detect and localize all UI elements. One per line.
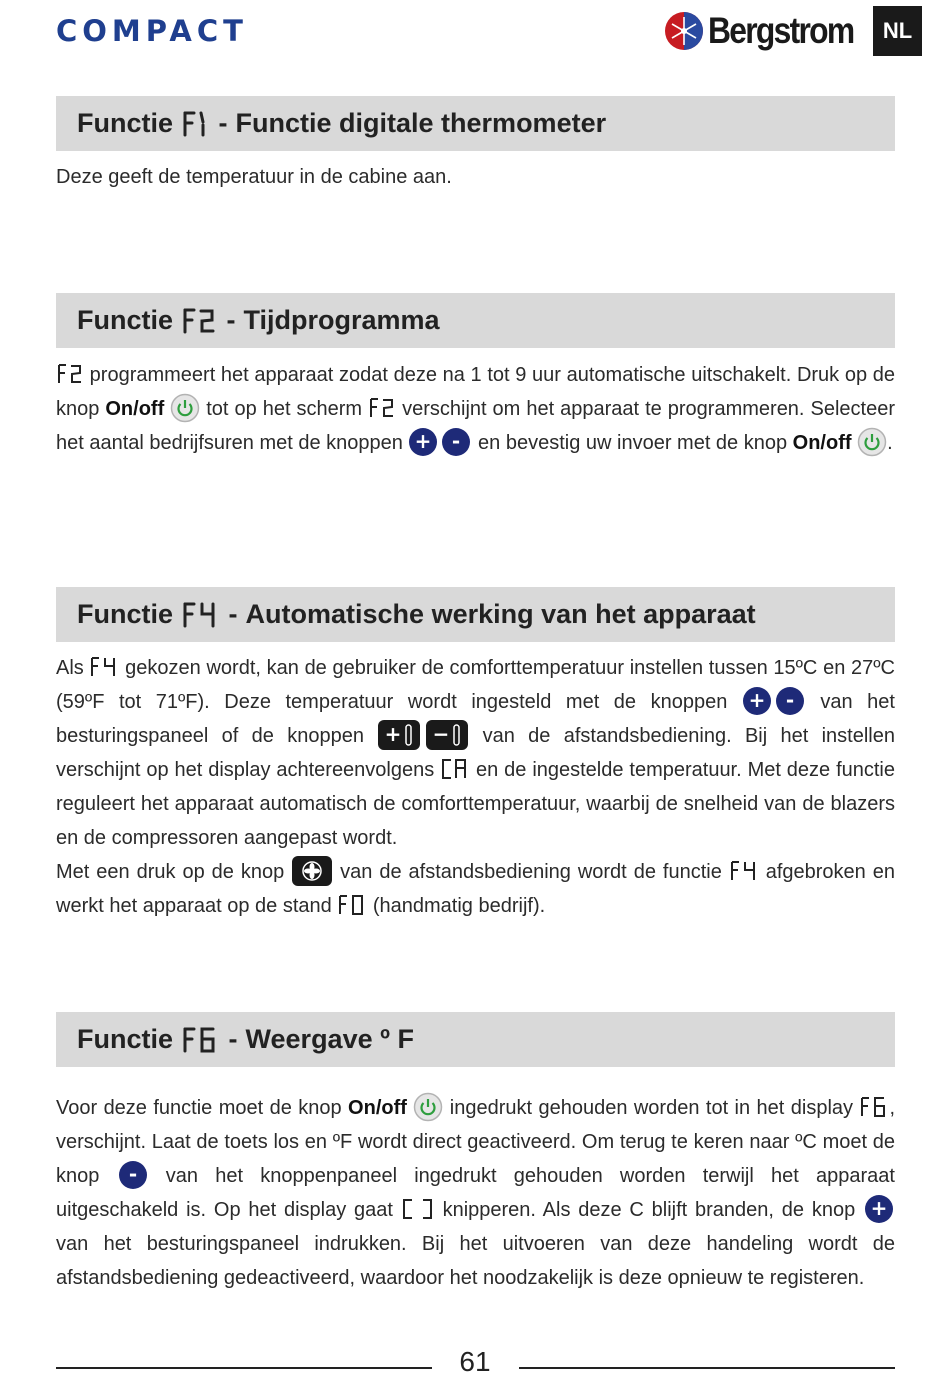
power-button-icon: [857, 427, 887, 457]
plus-minus-buttons-icon: [742, 685, 806, 717]
section-heading-f2: Functie - Tijdprogramma: [56, 293, 895, 348]
onoff-label: On/off: [105, 398, 165, 420]
logo-text: Bergstrom: [708, 10, 854, 51]
section-prefix: Functie: [77, 599, 174, 629]
plus-minus-buttons-icon: [408, 426, 472, 458]
section-title: Weergave º F: [245, 1024, 414, 1054]
section-f4-body: Als gekozen wordt, kan de gebruiker de comforttemperatuur instellen tussen 15ºC en 27ºC (59ºF tot 71ºF). Deze temperatuur wordt ingesteld met de knoppen + - van het besturingspaneel of de knoppen + − van de afstandsbediening. Bij het instellen verschijnt op het display achtereenvolgens en de ingestelde temperatuur. Met deze functie reguleert het apparaat automatisch de comforttemperatuur, waarbij de snelheid van de blazers en de compressoren aangepast wordt. Met een druk op de knop van de afstandsbediening wordt de functie afgebroken en werkt het apparaat op de stand (handmatig bedrijf).: [56, 657, 895, 917]
svg-text:−: −: [432, 721, 450, 746]
display-code-f0-icon: [337, 894, 367, 916]
minus-button-icon: [117, 1159, 149, 1191]
section-title: Tijdprogramma: [243, 305, 440, 335]
section-f2-body: programmeert het apparaat zodat deze na 1 tot 9 uur automatische uitschakelt. Druk op de knop On/off tot op het scherm verschijnt om het apparaat te programmeren. Selecteer het aantal bedrijfsuren met de knoppen + - en bevestig uw invoer met de knop On/off .: [56, 358, 895, 460]
section-heading-f4: Functie - Automatische werking van het apparaat: [56, 587, 895, 642]
onoff-label: On/off: [348, 1097, 407, 1119]
section-heading-f1: Functie - Functie digitale thermometer: [56, 96, 895, 151]
onoff-label: On/off: [792, 432, 852, 454]
section-prefix: Functie: [77, 1024, 174, 1054]
snowflake-sun-logo-icon: [664, 11, 704, 51]
section-f1-text: Deze geeft de temperatuur in de cabine aan.: [56, 166, 452, 188]
fan-button-icon: [291, 855, 333, 887]
display-code-f4-icon: [181, 601, 219, 629]
svg-text:+: +: [748, 687, 766, 712]
display-code-f1-icon: [181, 110, 209, 138]
display-code-f4-icon: [729, 860, 759, 882]
display-code-f4-icon: [89, 656, 119, 678]
section-title: Functie digitale thermometer: [235, 108, 607, 138]
display-code-f2-icon: [181, 307, 217, 335]
footer-rule-right: [519, 1367, 895, 1369]
power-button-icon: [170, 393, 200, 423]
section-prefix: Functie: [77, 305, 174, 335]
display-code-c-icon: [401, 1198, 435, 1220]
page-number: 61: [459, 1346, 491, 1377]
svg-text:-: -: [452, 428, 461, 453]
section-f6-body: Voor deze functie moet de knop On/off ingedrukt gehouden worden tot in het display , verschijnt. Laat de toets los en ºF wordt direct geactiveerd. Om terug te keren naar ºC moet de knop - van het knoppenpaneel ingedrukt gehouden worden terwijl het apparaat uitgeschakeld is. Op het display gaat knipperen. Als deze C blijft branden, de knop + van het besturingspaneel indrukken. Bij het uitvoeren van deze handeling wordt de afstandsbediening gedeactiveerd, waardoor het noodzakelijk is deze opnieuw te registeren.: [56, 1091, 895, 1295]
section-title: Automatische werking van het apparaat: [245, 599, 756, 629]
brand-title: COMPACT: [56, 14, 248, 48]
svg-text:-: -: [785, 687, 795, 712]
svg-text:+: +: [384, 721, 402, 746]
plus-button-icon: [863, 1193, 895, 1225]
display-code-f6-icon: [859, 1096, 889, 1118]
display-code-f2-icon: [56, 363, 84, 385]
remote-plus-minus-icon: [377, 719, 469, 751]
svg-text:+: +: [870, 1195, 888, 1220]
section-heading-f6: Functie - Weergave º F: [56, 1012, 895, 1067]
section-prefix: Functie: [77, 108, 174, 138]
display-code-f2-icon: [368, 397, 396, 419]
power-button-icon: [413, 1092, 443, 1122]
footer-rule-left: [56, 1367, 432, 1369]
display-code-ca-icon: [440, 758, 470, 780]
svg-text:-: -: [128, 1161, 137, 1186]
section-f1-body: [56, 160, 895, 194]
bergstrom-logo: [664, 6, 877, 56]
language-badge: NL: [873, 6, 922, 56]
display-code-f6-icon: [181, 1026, 219, 1054]
svg-text:+: +: [415, 428, 432, 453]
